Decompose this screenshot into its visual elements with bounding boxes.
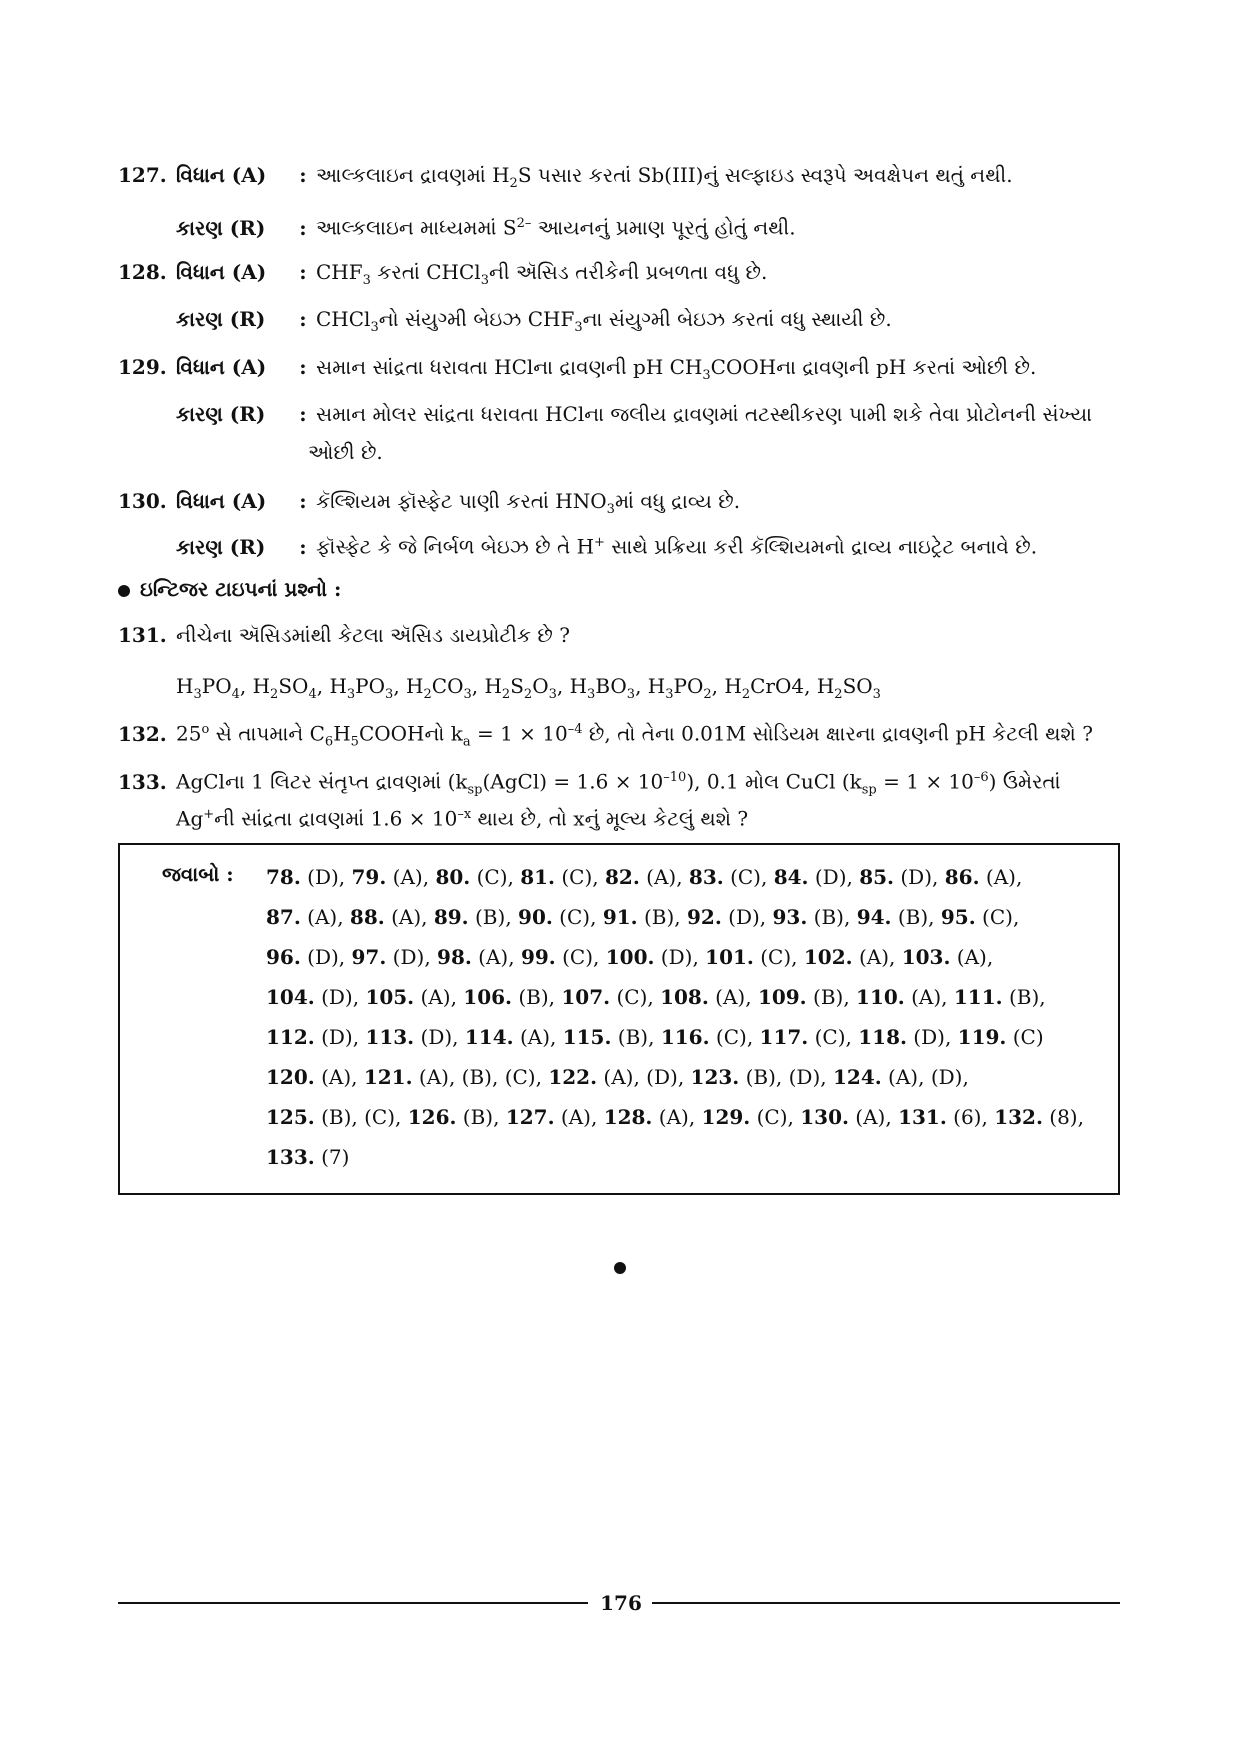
- question-130-statement: 130. વિધાન (A) : કૅલ્શિયમ ફૉસ્ફેટ પાણી કરતાં $HNO_3માં$ વધુ દ્રાવ્ય છે.: [118, 486, 1128, 525]
- acid-formula: $H_3BO_3$: [569, 674, 636, 702]
- question-130-reason: કારણ (R) : ફૉસ્ફેટ કે જે નિર્બળ બેઇઝ છે તે H+ સાથે પ્રક્રિયા કરી કૅલ્શિયમનો દ્રાવ્ય નાઇટ્રેટ બનાવે છે.: [118, 528, 1128, 562]
- answer-item: 121. (A), (B), (C): [363, 1065, 536, 1089]
- answer-item: 94. (B): [856, 905, 929, 929]
- footer-rule-right: [652, 1602, 1120, 1604]
- question-131: 131. નીચેના ઍસિડમાંથી કેટલા ઍસિડ ડાયપ્રોટીક છે ?: [118, 620, 1128, 650]
- question-number: 131.: [118, 623, 167, 647]
- answer-item: 88. (A): [349, 905, 422, 929]
- acid-formula: $H_3PO_2$: [647, 674, 712, 702]
- answer-item: 82. (A): [605, 865, 677, 889]
- answers-list: 78. (D), 79. (A), 80. (C), 81. (C), 82. (A), 83. (C), 84. (D), 85. (D), 86. (A), 87. (A), 88. (A), 89. (B), 90. (C), 91. (B), 92. (D), 93. (B), 94. (B), 95. (C), 96. (D), 97. (D), 98. (A), 99. (C), 100. (D), 101. (C), 102. (A), 103. (A), 104. (D), 105. (A), 106. (B), 107. (C), 108. (A), 109. (B), 110. (A), 111. (B), 112. (D), 113. (D), 114. (A), 115. (B), 116. (C), 117. (C), 118. (D), 119. (C) 120. (A), 121. (A), (B), (C), 122. (A), (D), 123. (B), (D), 124. (A), (D), 125. (B), (C), 126. (B), 127. (A), 128. (A), 129. (C), 130. (A), 131. (6), 132. (8), 133. (7): [266, 865, 1084, 1169]
- question-127-reason: કારણ (R) : આલ્કલાઇન માધ્યમમાં $S^{2-}$ આયનનું પ્રમાણ પૂરતું હોતું નથી.: [118, 209, 1128, 243]
- answer-item: 89. (B): [433, 905, 506, 929]
- answer-item: 107. (C): [561, 985, 648, 1009]
- acid-formula: $H_2CrO4$: [724, 674, 805, 702]
- answer-item: 97. (D): [351, 945, 425, 969]
- answer-item: 98. (A): [437, 945, 509, 969]
- answer-item: 131. (6): [898, 1105, 982, 1129]
- answer-item: 117. (C): [759, 1025, 846, 1049]
- answer-item: 118. (D): [858, 1025, 945, 1049]
- answers-box: [118, 843, 1120, 1195]
- answer-item: 123. (B), (D): [690, 1065, 821, 1089]
- answer-item: 103. (A): [901, 945, 987, 969]
- reason-label: કારણ (R): [176, 402, 266, 426]
- reason-label: કારણ (R): [176, 534, 266, 559]
- answer-item: 105. (A): [365, 985, 451, 1009]
- answer-item: 95. (C): [940, 905, 1013, 929]
- answer-item: 122. (A), (D): [548, 1065, 678, 1089]
- footer-rule-left: [118, 1602, 588, 1604]
- answer-item: 108. (A): [660, 985, 746, 1009]
- answer-item: 119. (C): [957, 1025, 1044, 1049]
- question-number: 127.: [118, 163, 167, 187]
- acid-formula: $H_2SO_3$: [816, 674, 881, 702]
- statement-label: વિધાન (A): [176, 489, 267, 513]
- section-end-dot-icon: [614, 1262, 626, 1274]
- question-127-statement: 127. વિધાન (A) : આલ્કલાઇન દ્રાવણમાં $H_2S$ પસાર કરતાં Sb(III)નું સલ્ફાઇડ સ્વરૂપે અવક્ષેપન થતું નથી.: [118, 160, 1128, 199]
- statement-label: વિધાન (A): [176, 163, 267, 187]
- question-133: 133. AgClના 1 લિટર સંતૃપ્ત દ્રાવણમાં $(k_{sp}(AgCl) = 1.6 \times 10^{-10})$, 0.1 મોલ CuCl $(k_{sp} = 1 \times 10^{-6})$ ઉમેરતાં: [118, 763, 1128, 806]
- reason-label: કારણ (R): [176, 215, 266, 240]
- answer-item: 113. (D): [365, 1025, 453, 1049]
- answer-item: 81. (C): [520, 865, 593, 889]
- answer-item: 128. (A): [603, 1105, 689, 1129]
- answer-item: 90. (C): [518, 905, 591, 929]
- answer-item: 114. (A): [464, 1025, 550, 1049]
- acid-formula: $H_3PO_3$: [329, 674, 394, 702]
- answer-item: 84. (D): [773, 865, 847, 889]
- answer-item: 109. (B): [757, 985, 844, 1009]
- question-132: 132. 25$^o$ સે તાપમાને $C_6H_5COOHનો$ $k_a = 1 \times 10^{-4}$ છે, તો તેના 0.01M સોડિયમ ક્ષારના દ્રાવણની pH કેટલી થશે ?: [118, 715, 1128, 758]
- acid-formula: $H_3PO_4$: [176, 674, 240, 702]
- answer-item: 112. (D): [266, 1025, 353, 1049]
- question-129-reason-continued: ઓછી છે.: [308, 440, 383, 464]
- question-129-statement: 129. વિધાન (A) : સમાન સાંદ્રતા ધરાવતા HClના દ્રાવણની pH $CH_3COOHના$ દ્રાવણની pH કરતાં ઓછી છે.: [118, 352, 1128, 391]
- answer-item: 102. (A): [803, 945, 889, 969]
- section-heading: ઇન્ટિજર ટાઇપનાં પ્રશ્નો :: [118, 574, 341, 604]
- answer-item: 120. (A): [266, 1065, 352, 1089]
- question-number: 133.: [118, 769, 167, 794]
- answer-item: 83. (C): [688, 865, 761, 889]
- question-128-reason: કારણ (R) : CHCl$_3$નો સંયુગ્મી બેઇઝ $CHF_3ના$ સંયુગ્મી બેઇઝ કરતાં વધુ સ્થાયી છે.: [118, 304, 1128, 343]
- answer-item: 92. (D): [687, 905, 760, 929]
- answer-item: 132. (8): [994, 1105, 1078, 1129]
- answer-item: 101. (C): [705, 945, 792, 969]
- page-number: 176: [600, 1591, 642, 1615]
- answer-item: 104. (D): [266, 985, 353, 1009]
- answer-item: 111. (B): [953, 985, 1040, 1009]
- answer-item: 79. (A): [351, 865, 423, 889]
- answer-item: 87. (A): [266, 905, 338, 929]
- acid-formula: $H_2S_2O_3$: [484, 674, 557, 702]
- question-128-statement: 128. વિધાન (A) : $CHF_3$ કરતાં CHCl$_3$ની ઍસિડ તરીકેની પ્રબળતા વધુ છે.: [118, 257, 1128, 296]
- answer-item: 133. (7): [266, 1145, 350, 1169]
- answer-item: 110. (A): [856, 985, 942, 1009]
- answer-item: 115. (B): [562, 1025, 649, 1049]
- answer-item: 100. (D): [605, 945, 693, 969]
- answer-item: 127. (A): [505, 1105, 591, 1129]
- answer-item: 86. (A): [944, 865, 1016, 889]
- acid-formula: $H_2SO_4$: [252, 674, 317, 702]
- answer-item: 116. (C): [660, 1025, 747, 1049]
- answer-item: 91. (B): [602, 905, 675, 929]
- answer-item: 124. (A), (D): [832, 1065, 963, 1089]
- reason-label: કારણ (R): [176, 307, 266, 331]
- answer-item: 129. (C): [701, 1105, 788, 1129]
- question-number: 128.: [118, 260, 167, 284]
- answer-item: 126. (B): [407, 1105, 494, 1129]
- answer-item: 96. (D): [266, 945, 339, 969]
- question-number: 132.: [118, 721, 167, 746]
- answer-item: 106. (B): [463, 985, 549, 1009]
- answer-item: 80. (C): [435, 865, 508, 889]
- question-number: 130.: [118, 489, 167, 513]
- answer-item: 85. (D): [859, 865, 933, 889]
- acid-formula-list: $H_3PO_4$, $H_2SO_4$, $H_3PO_3$, $H_2CO_3$, $H_2S_2O_3$, $H_3BO_3$, $H_3PO_2$, $H_2CrO4$, $H_2SO_3$: [176, 674, 881, 702]
- bullet-icon: [118, 585, 130, 597]
- question-129-reason: કારણ (R) : સમાન મોલર સાંદ્રતા ધરાવતા HClના જલીય દ્રાવણમાં તટસ્થીકરણ પામી શકે તેવા પ્રોટોનની સંખ્યા: [118, 399, 1128, 429]
- acid-formula: $H_2CO_3$: [406, 674, 472, 702]
- answer-item: 93. (B): [772, 905, 844, 929]
- answer-item: 78. (D): [266, 865, 339, 889]
- answers-label: જવાબો :: [162, 862, 234, 886]
- question-number: 129.: [118, 355, 167, 379]
- statement-label: વિધાન (A): [176, 260, 267, 284]
- question-133-continued: Ag+ની સાંદ્રતા દ્રાવણમાં $1.6 \times 10^{-x}$ થાય છે, તો xનું મૂલ્ય કેટલું થશે ?: [176, 806, 749, 831]
- answer-item: 99. (C): [520, 945, 594, 969]
- statement-label: વિધાન (A): [176, 355, 267, 379]
- answer-item: 125. (B), (C): [266, 1105, 396, 1129]
- answer-item: 130. (A): [800, 1105, 886, 1129]
